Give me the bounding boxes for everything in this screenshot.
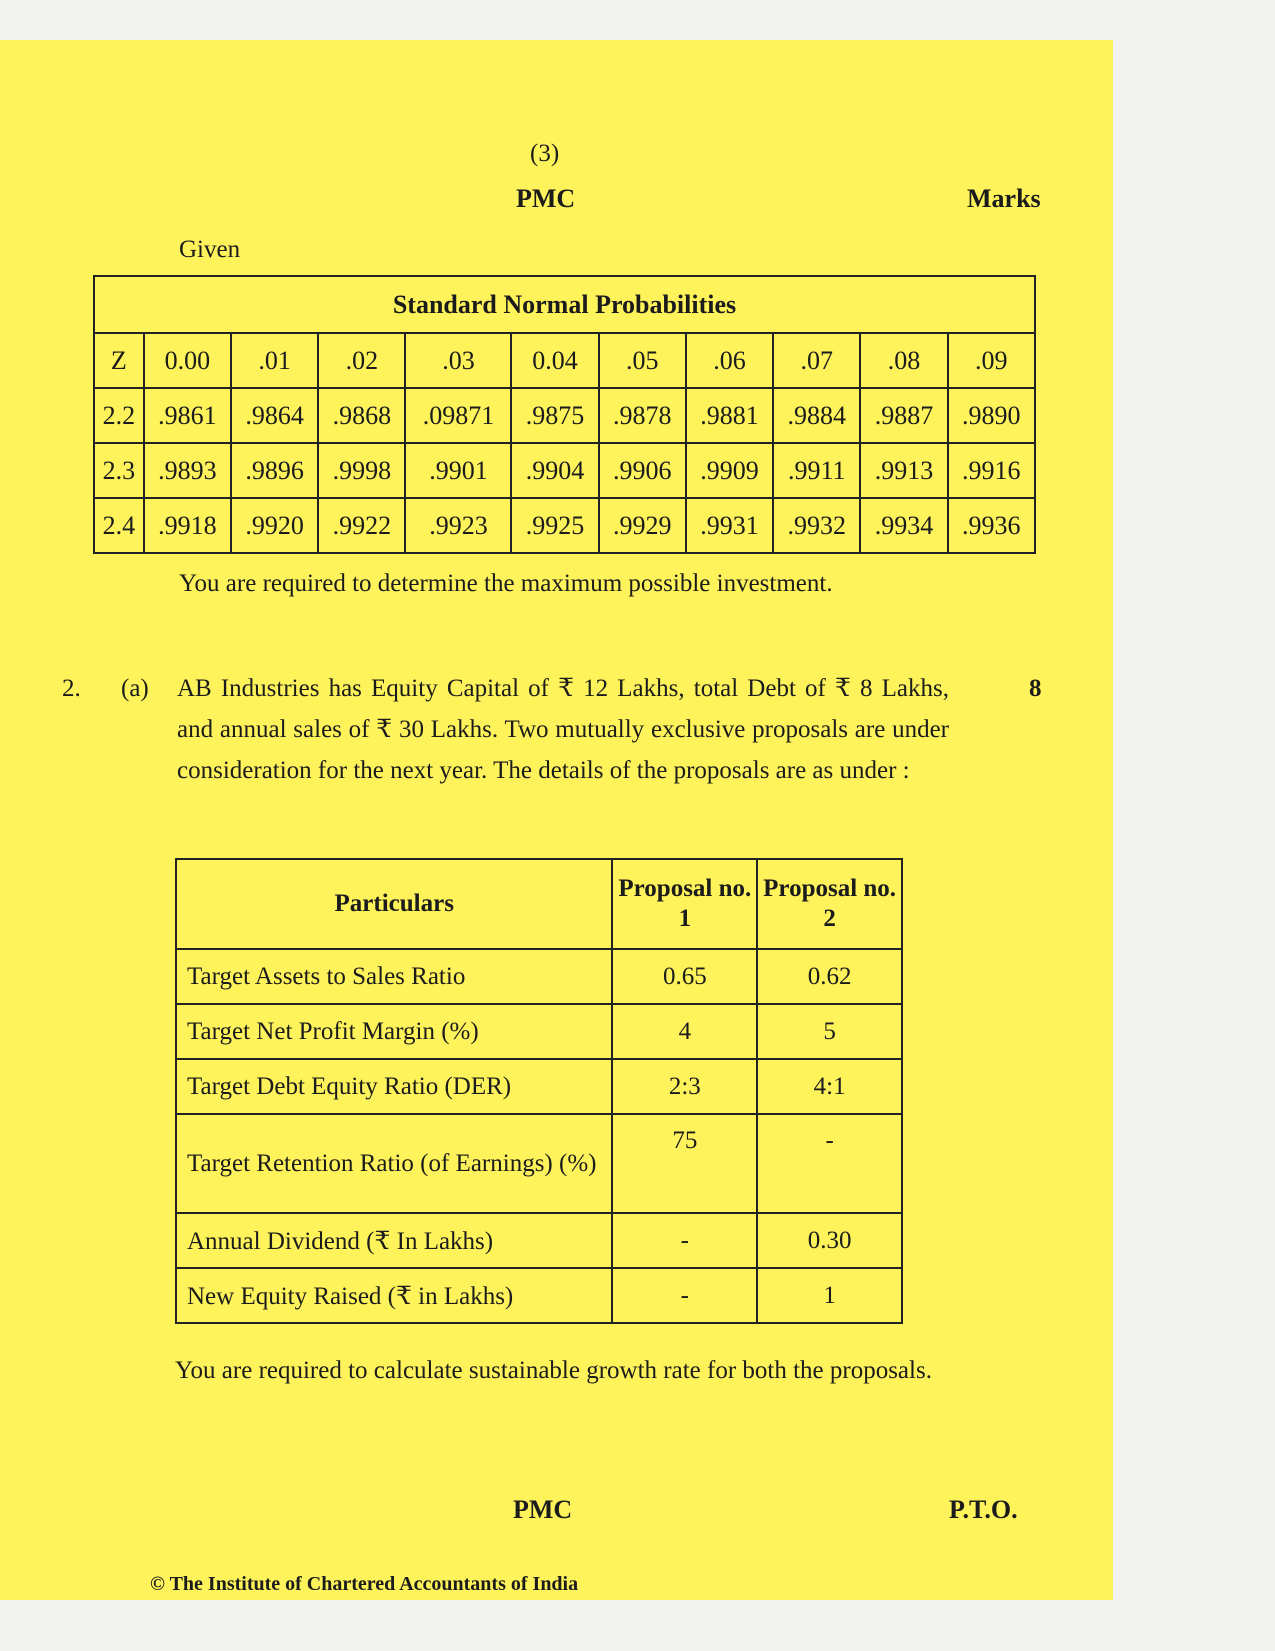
table-header-cell: Proposal no. 2 [757,859,902,949]
table-cell: .9893 [144,443,231,498]
table-cell: 0.65 [612,949,757,1004]
table-row [94,388,1035,443]
table-cell: Target Retention Ratio (of Earnings) (%) [176,1114,612,1213]
table-cell: - [757,1114,902,1213]
standard-normal-probabilities-table [93,275,1036,554]
table-header-cell: .05 [599,333,686,388]
table-cell: .9887 [860,388,947,443]
table-cell: .9931 [686,498,773,553]
table-header-cell: Z [94,333,144,388]
table-header-cell: .02 [318,333,405,388]
question-marks: 8 [1029,675,1042,702]
table-header-row [94,333,1035,388]
table-cell: .9861 [144,388,231,443]
table-cell: .9901 [405,443,511,498]
table-row [176,1213,902,1268]
table-cell: .9920 [231,498,318,553]
table-cell: .9925 [511,498,598,553]
paper-code-header: PMC [516,184,576,213]
table-title: Standard Normal Probabilities [94,276,1035,333]
table-cell: .9913 [860,443,947,498]
table-cell: 4 [612,1004,757,1059]
table-cell: .9934 [860,498,947,553]
table-row [94,443,1035,498]
table-row [176,949,902,1004]
proposal-details-table [175,858,903,1324]
table-row [176,1059,902,1114]
table-row [176,1268,902,1323]
table-cell: .9864 [231,388,318,443]
table-row [176,1004,902,1059]
table-cell: .9906 [599,443,686,498]
table-cell: Target Assets to Sales Ratio [176,949,612,1004]
table-cell: .9875 [511,388,598,443]
table-row [94,498,1035,553]
table-header-cell: .09 [948,333,1035,388]
marks-column-label: Marks [967,184,1041,213]
requirement-text-1: You are required to determine the maximum possible investment. [179,570,833,597]
table-cell: Annual Dividend (₹ In Lakhs) [176,1213,612,1268]
table-cell: 0.30 [757,1213,902,1268]
table-cell: - [612,1268,757,1323]
table-cell: .9923 [405,498,511,553]
table-cell: .9918 [144,498,231,553]
table-header-cell: .03 [405,333,511,388]
table-header-cell: .07 [773,333,860,388]
table-cell: 2.4 [94,498,144,553]
table-cell: 75 [612,1114,757,1213]
table-cell: .9881 [686,388,773,443]
page-number: (3) [530,140,560,167]
table-cell: .9922 [318,498,405,553]
table-cell: .9932 [773,498,860,553]
table-cell: Target Debt Equity Ratio (DER) [176,1059,612,1114]
table-header-cell: 0.00 [144,333,231,388]
question-number: 2. [62,675,81,702]
table-cell: - [612,1213,757,1268]
table-header-cell: Particulars [176,859,612,949]
paper-code-footer: PMC [513,1495,573,1524]
table-header-row [176,859,902,949]
table-header-cell: 0.04 [511,333,598,388]
table-cell: .9868 [318,388,405,443]
table-cell: 0.62 [757,949,902,1004]
table-cell: .9884 [773,388,860,443]
please-turn-over: P.T.O. [949,1495,1018,1524]
table-cell: Target Net Profit Margin (%) [176,1004,612,1059]
question-text: AB Industries has Equity Capital of ₹ 12 Lakhs, total Debt of ₹ 8 Lakhs, and annual sales of ₹ 30 Lakhs. Two mutually exclusive proposals are under consideration for the next year. The details of the proposals are as under : [177,675,949,784]
table-cell: .9936 [948,498,1035,553]
table-cell: .9896 [231,443,318,498]
table-cell: 2.3 [94,443,144,498]
question-part: (a) [121,675,149,702]
table-header-cell: .08 [860,333,947,388]
table-cell: 2.2 [94,388,144,443]
table-header-cell: Proposal no. 1 [612,859,757,949]
table-cell: .9878 [599,388,686,443]
copyright-notice: © The Institute of Chartered Accountants of India [150,1573,579,1595]
table-cell: .9890 [948,388,1035,443]
table-cell: .9929 [599,498,686,553]
table-cell: .9911 [773,443,860,498]
table-cell: .9916 [948,443,1035,498]
table-cell: New Equity Raised (₹ in Lakhs) [176,1268,612,1323]
table-header-cell: .06 [686,333,773,388]
table-cell: .9904 [511,443,598,498]
table-cell: 1 [757,1268,902,1323]
table-cell: 2:3 [612,1059,757,1114]
table-cell: 5 [757,1004,902,1059]
table-cell: 4:1 [757,1059,902,1114]
table-cell: .9998 [318,443,405,498]
requirement-text-2: You are required to calculate sustainable growth rate for both the proposals. [175,1357,932,1384]
table-cell: .09871 [405,388,511,443]
given-label: Given [179,236,241,263]
table-cell: .9909 [686,443,773,498]
table-header-cell: .01 [231,333,318,388]
table-row [176,1114,902,1213]
